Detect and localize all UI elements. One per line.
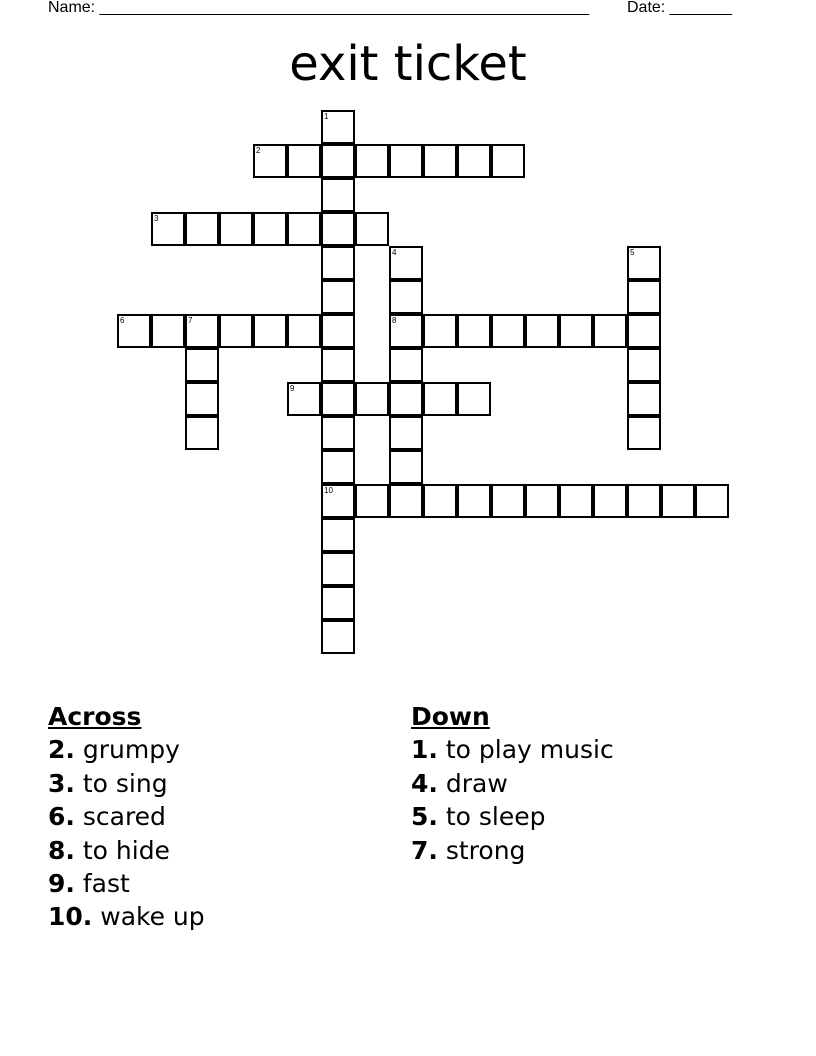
clue-number: 8 (392, 316, 397, 325)
crossword-cell[interactable] (185, 348, 219, 382)
down-clue (411, 767, 614, 800)
crossword-cell[interactable] (389, 416, 423, 450)
crossword-cell[interactable] (185, 212, 219, 246)
page-title: exit ticket (289, 36, 527, 92)
clue-number: 2 (256, 146, 261, 155)
crossword-cell[interactable] (627, 416, 661, 450)
crossword-cell[interactable] (321, 416, 355, 450)
clue-number: 1 (324, 112, 329, 121)
across-clues (48, 700, 205, 934)
crossword-cell[interactable] (321, 382, 355, 416)
across-clue (48, 834, 205, 867)
crossword-cell[interactable] (423, 382, 457, 416)
crossword-cell[interactable] (151, 314, 185, 348)
crossword-cell[interactable] (559, 314, 593, 348)
clue-number-label: 7. (411, 835, 438, 865)
across-clue (48, 900, 205, 933)
crossword-cell[interactable] (389, 314, 423, 348)
crossword-cell[interactable] (423, 314, 457, 348)
crossword-cell[interactable] (627, 246, 661, 280)
clue-number: 9 (290, 384, 295, 393)
crossword-cell[interactable] (321, 450, 355, 484)
crossword-cell[interactable] (321, 484, 355, 518)
across-clue (48, 733, 205, 766)
clue-number-label: 6. (48, 802, 75, 832)
name-field[interactable]: Name: _______________________________________________________ (48, 0, 589, 16)
clue-number-label: 4. (411, 768, 438, 798)
down-clue (411, 800, 614, 833)
clue-text: to sing (74, 768, 168, 798)
clue-number-label: 3. (48, 768, 75, 798)
crossword-cell[interactable] (321, 620, 355, 654)
across-clue (48, 767, 205, 800)
date-field[interactable]: Date: _______ (627, 0, 732, 16)
across-clue (48, 800, 205, 833)
crossword-cell[interactable] (321, 348, 355, 382)
crossword-cell[interactable] (321, 212, 355, 246)
crossword-cell[interactable] (389, 280, 423, 314)
crossword-cell[interactable] (457, 382, 491, 416)
crossword-cell[interactable] (219, 314, 253, 348)
crossword-cell[interactable] (389, 450, 423, 484)
clue-number: 3 (154, 214, 159, 223)
crossword-cell[interactable] (287, 144, 321, 178)
crossword-cell[interactable] (185, 314, 219, 348)
clue-text: grumpy (74, 735, 180, 765)
crossword-cell[interactable] (355, 212, 389, 246)
crossword-cell[interactable] (389, 348, 423, 382)
clue-text: draw (437, 768, 508, 798)
crossword-cell[interactable] (253, 212, 287, 246)
crossword-cell[interactable] (627, 280, 661, 314)
clue-number: 4 (392, 248, 397, 257)
crossword-cell[interactable] (457, 484, 491, 518)
crossword-cell[interactable] (525, 484, 559, 518)
crossword-cell[interactable] (321, 586, 355, 620)
crossword-cell[interactable] (185, 416, 219, 450)
across-heading: Across (48, 702, 142, 731)
crossword-cell[interactable] (253, 314, 287, 348)
crossword-cell[interactable] (219, 212, 253, 246)
crossword-cell[interactable] (253, 144, 287, 178)
clue-number-label: 1. (411, 735, 438, 765)
crossword-cell[interactable] (423, 144, 457, 178)
clue-text: fast (74, 869, 130, 899)
clue-text: strong (437, 835, 526, 865)
down-heading: Down (411, 702, 490, 731)
down-clue (411, 834, 614, 867)
crossword-cell[interactable] (321, 518, 355, 552)
crossword-cell[interactable] (559, 484, 593, 518)
across-clue (48, 867, 205, 900)
crossword-cell[interactable] (355, 382, 389, 416)
crossword-cell[interactable] (287, 314, 321, 348)
clue-number-label: 10. (48, 902, 93, 932)
crossword-cell[interactable] (321, 246, 355, 280)
crossword-cell[interactable] (593, 314, 627, 348)
clue-text: to hide (74, 835, 170, 865)
crossword-cell[interactable] (389, 382, 423, 416)
clue-text: wake up (92, 902, 205, 932)
crossword-cell[interactable] (525, 314, 559, 348)
crossword-cell[interactable] (627, 348, 661, 382)
clue-text: to play music (437, 735, 614, 765)
crossword-cell[interactable] (321, 552, 355, 586)
clue-number: 5 (630, 248, 635, 257)
clue-text: to sleep (437, 802, 546, 832)
down-clue (411, 733, 614, 766)
clue-number: 7 (188, 316, 193, 325)
crossword-cell[interactable] (355, 484, 389, 518)
crossword-cell[interactable] (321, 280, 355, 314)
crossword-cell[interactable] (457, 144, 491, 178)
crossword-cell[interactable] (695, 484, 729, 518)
clue-number-label: 5. (411, 802, 438, 832)
crossword-cell[interactable] (321, 110, 355, 144)
crossword-cell[interactable] (389, 246, 423, 280)
crossword-cell[interactable] (627, 484, 661, 518)
crossword-cell[interactable] (355, 144, 389, 178)
crossword-cell[interactable] (457, 314, 491, 348)
crossword-cell[interactable] (627, 382, 661, 416)
crossword-cell[interactable] (185, 382, 219, 416)
clue-number-label: 2. (48, 735, 75, 765)
crossword-cell[interactable] (287, 212, 321, 246)
clue-number-label: 8. (48, 835, 75, 865)
clue-text: scared (74, 802, 166, 832)
crossword-cell[interactable] (491, 314, 525, 348)
crossword-cell[interactable] (491, 144, 525, 178)
crossword-cell[interactable] (151, 212, 185, 246)
crossword-cell[interactable] (117, 314, 151, 348)
crossword-cell[interactable] (321, 314, 355, 348)
crossword-cell[interactable] (491, 484, 525, 518)
crossword-cell[interactable] (627, 314, 661, 348)
clue-number: 6 (120, 316, 125, 325)
crossword-cell[interactable] (321, 178, 355, 212)
crossword-cell[interactable] (593, 484, 627, 518)
down-clues (411, 700, 614, 867)
clue-number: 10 (324, 486, 333, 495)
crossword-cell[interactable] (423, 484, 457, 518)
crossword-cell[interactable] (389, 144, 423, 178)
crossword-cell[interactable] (661, 484, 695, 518)
crossword-cell[interactable] (287, 382, 321, 416)
crossword-cell[interactable] (321, 144, 355, 178)
clue-number-label: 9. (48, 869, 75, 899)
crossword-cell[interactable] (389, 484, 423, 518)
